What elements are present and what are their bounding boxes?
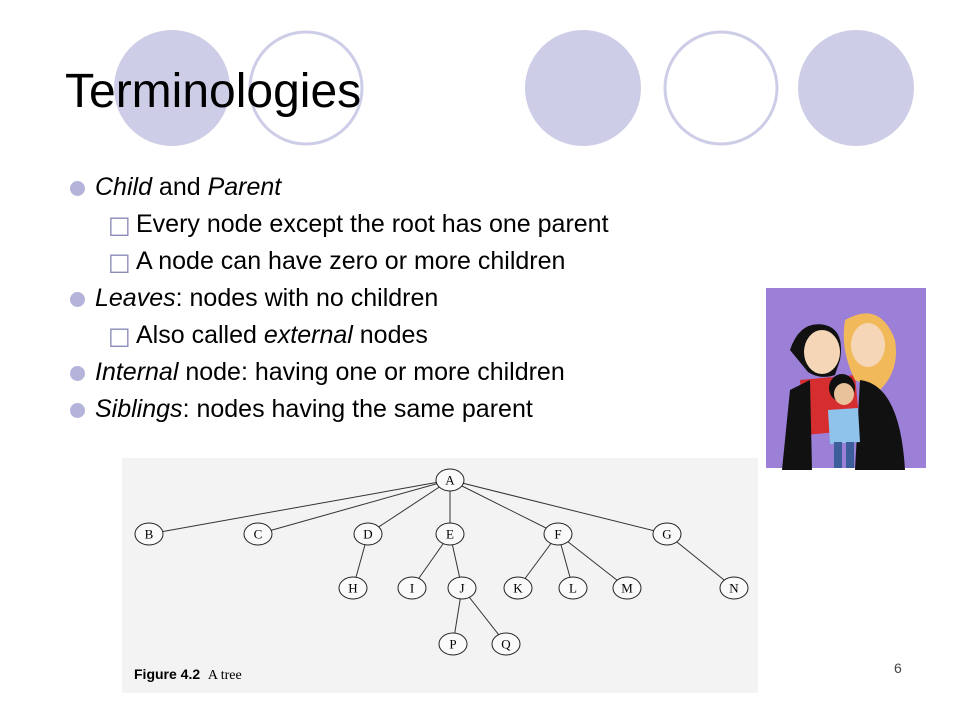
bullet-text: : nodes with no children — [175, 284, 439, 312]
tree-node-label: J — [459, 580, 465, 596]
bullet-item — [70, 170, 770, 207]
hollow-square-icon: □ — [108, 322, 131, 350]
tree-node-label: H — [348, 580, 358, 596]
bullet-text: node: having one or more children — [178, 358, 565, 386]
sub-bullet-item — [70, 318, 770, 355]
bullet-term: Siblings — [95, 395, 183, 423]
tree-node-label: K — [513, 580, 523, 596]
sub-bullet-item — [70, 207, 770, 244]
tree-node-c — [244, 523, 272, 545]
tree-node-label: Q — [501, 636, 511, 652]
figure-caption-text: A tree — [207, 668, 242, 683]
bullet-term: Internal — [95, 358, 179, 386]
bullet-list — [70, 170, 770, 429]
tree-node-h — [339, 577, 367, 599]
tree-node-b — [135, 523, 163, 545]
hollow-square-icon: □ — [108, 248, 131, 276]
deco-circle — [525, 30, 641, 146]
tree-node-g — [653, 523, 681, 545]
tree-node-label: D — [363, 526, 373, 542]
tree-node-label: M — [621, 580, 633, 596]
tree-node-m — [613, 577, 641, 599]
bullet-dot-icon — [70, 181, 85, 196]
tree-node-e — [436, 523, 464, 545]
figure-label: Figure 4.2 — [134, 666, 201, 682]
tree-node-label: L — [569, 580, 577, 596]
tree-node-d — [354, 523, 382, 545]
bullet-term: Parent — [207, 173, 282, 201]
tree-node-k — [504, 577, 532, 599]
tree-node-l — [559, 577, 587, 599]
figure-caption — [134, 666, 242, 684]
tree-node-label: F — [554, 526, 562, 542]
tree-node-n — [720, 577, 748, 599]
tree-node-label: N — [729, 580, 739, 596]
bullet-dot-icon — [70, 403, 85, 418]
bullet-text: A node can have zero or more children — [136, 247, 566, 275]
bullet-term: Child — [95, 173, 152, 201]
bullet-term: external — [263, 321, 353, 349]
bullet-term: Leaves — [95, 284, 176, 312]
tree-node-j — [448, 577, 476, 599]
tree-node-f — [544, 523, 572, 545]
tree-node-q — [492, 633, 520, 655]
tree-node-label: E — [446, 526, 454, 542]
bullet-text: nodes — [352, 321, 428, 349]
bullet-text: Also called — [136, 321, 264, 349]
bullet-text: : nodes having the same parent — [182, 395, 533, 423]
family-clipart-image — [760, 280, 930, 470]
bullet-text: Every node except the root has one parent — [136, 210, 609, 238]
tree-node-i — [398, 577, 426, 599]
bullet-dot-icon — [70, 292, 85, 307]
bullet-dot-icon — [70, 366, 85, 381]
page-number: 6 — [894, 660, 902, 676]
tree-node-label: G — [662, 526, 672, 542]
tree-node-label: A — [445, 472, 455, 488]
tree-diagram — [122, 458, 758, 658]
sub-bullet-item — [70, 244, 770, 281]
bullet-text: and — [151, 173, 208, 201]
deco-circle — [665, 32, 777, 144]
bullet-item — [70, 392, 770, 429]
slide-title: Terminologies — [65, 65, 362, 118]
hollow-square-icon: □ — [108, 211, 131, 239]
tree-figure — [122, 458, 758, 693]
bullet-item — [70, 355, 770, 392]
tree-node-label: C — [253, 526, 263, 542]
tree-node-label: I — [409, 580, 415, 596]
tree-node-p — [439, 633, 467, 655]
tree-node-label: P — [449, 636, 457, 652]
deco-circle — [798, 30, 914, 146]
tree-node-label: B — [144, 526, 154, 542]
tree-node-a — [436, 469, 464, 491]
bullet-item — [70, 281, 770, 318]
